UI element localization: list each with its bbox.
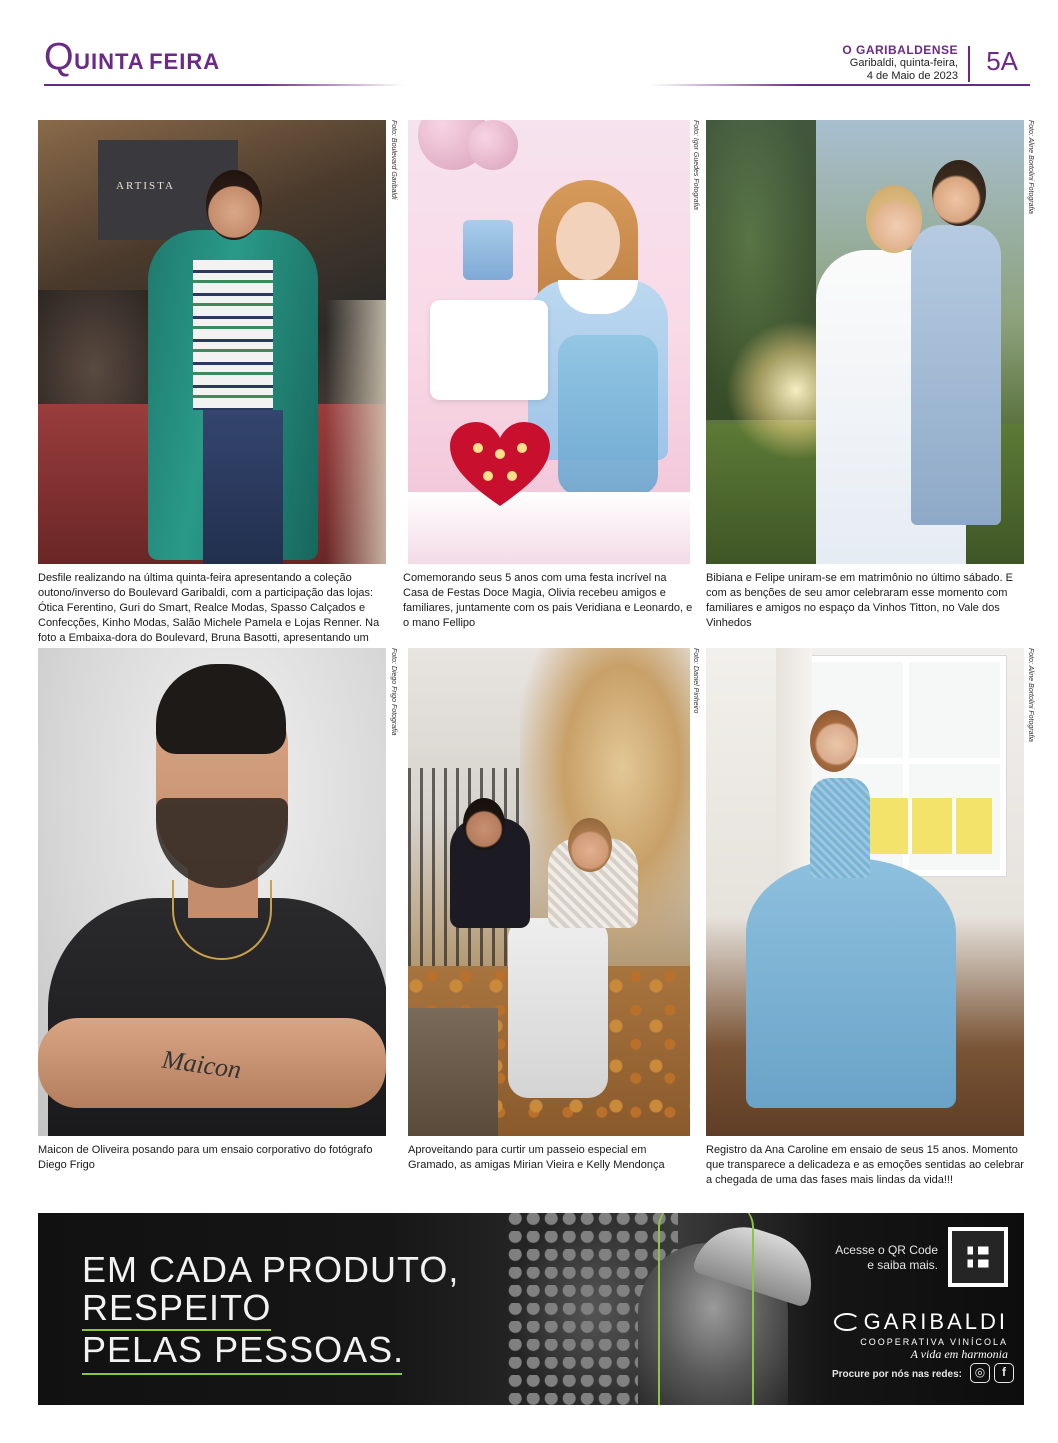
beard [156,798,288,888]
stone-wall [408,1008,498,1136]
arm-tattoo: Maicon [160,1044,244,1085]
caption-1: Desfile realizando na última quinta-feira apresentando a coleção outono/inverso do Boulevard Garibaldi, com a participação das lojas: Ótica Ferentino, Guri do Smart, Realce Modas, Spasso Calçados e Confecções, Kinho Modas, Salão Michele Pamela e Lojas Renner. Na foto a Embaixa-dora do Boulevard, Bruna Basotti, apresentando um [38,572,380,644]
caption-2: Comemorando seus 5 anos com uma festa incrível na Casa de Festas Doce Magia, Olivia recebeu amigos e familiares, juntamente com os pais Veridiana e Leonardo, e o mano Fellipo [403,572,693,629]
pampas-plume [326,300,386,564]
photo-credit-6: Foto: Aline Bortolini Fotografia [1027,648,1034,742]
white-cake [430,300,548,400]
brand-name: GARIBALDI [863,1309,1008,1334]
caption-4: Maicon de Oliveira posando para um ensaio corporativo do fotógrafo Diego Frigo [38,1144,373,1171]
groom-head [932,160,986,226]
photo-friends-gramado [408,648,690,1136]
blue-ball-gown [746,858,956,1108]
balloon [468,120,518,170]
photo-debutante [706,648,1024,1136]
caption-5: Aproveitando para curtir um passeio especial em Gramado, as amigas Mirian Vieira e Kelly Mendonça [408,1144,665,1171]
jeans [203,410,283,564]
instagram-icon[interactable]: ◎ [970,1363,990,1383]
mad-hatter-figure [558,335,658,495]
page-number: 5A [986,46,1018,76]
groom-suit [911,225,1001,525]
page-number-separator [968,46,970,82]
social-prompt: Procure por nós nas redes: [831,1369,962,1380]
photo-credit-1: Foto: Boulevard Garibaldi [390,120,397,200]
bride-head [866,185,922,253]
section-title [44,36,220,79]
paper-name: O GARIBALDENSE [842,43,958,57]
qr-code-icon[interactable] [948,1227,1008,1287]
header-divider-right [650,84,1030,86]
brand-subtitle: COOPERATIVA VINÍCOLA [860,1337,1008,1347]
brand-logo [834,1309,1008,1362]
friend-1-head [463,798,505,850]
facebook-icon[interactable]: f [994,1363,1014,1383]
cake-topper [463,220,513,280]
heart-lamp-icon [448,420,552,510]
ad-headline-line-2: RESPEITO [82,1289,271,1331]
friend-2-head [568,818,612,872]
paper-info [842,44,958,83]
qr-line-2: e saiba mais. [867,1258,938,1272]
white-jeans [508,918,608,1098]
photo-credit-5: Foto: Daniel Pinheiro [692,648,699,714]
sequin-bodice [810,778,870,878]
header-divider-left [44,84,404,86]
date-line-2: 4 de Maio de 2023 [866,70,958,82]
section-title-word2: FEIRA [149,49,221,74]
photo-credit-2: Foto: Igor Guedes Fotografia [692,120,699,210]
section-title-initial: Q [44,36,75,78]
qr-instructions [835,1243,938,1273]
garibaldi-logo-icon [834,1313,860,1331]
section-title-word1: UINTA [74,49,145,74]
caption-3: Bibiana e Felipe uniram-se em matrimônio no último sábado. E com as benções de seu amor celebraram esse momento com familiares e amigos no espaço da Vinhos Titton, no Vale dos Vinhedos [706,572,1013,629]
photo-wedding [706,120,1024,564]
debutante-head [810,710,858,772]
ad-headline-line-3: PELAS PESSOAS. [82,1329,405,1370]
store-sign: ARTISTA [116,180,175,192]
girl-face [556,202,620,280]
striped-sweater [193,260,273,410]
ad-headline [82,1251,459,1375]
photo-birthday [408,120,690,564]
date-line-1: Garibaldi, quinta-feira, [849,57,958,69]
advertisement-banner[interactable] [38,1213,1024,1405]
qr-line-1: Acesse o QR Code [835,1243,938,1257]
caption-6: Registro da Ana Caroline em ensaio de seus 15 anos. Momento que transparece a delicadeza e as emoções sentidas ao celebrar a chegada de uma das fases mais lindas da vida!!! [706,1144,1024,1186]
hair [156,664,286,754]
photo-credit-3: Foto: Aline Bortolini Fotografia [1027,120,1034,214]
brand-slogan: A vida em harmonia [910,1347,1008,1361]
photo-portrait-man [38,648,386,1136]
photo-fashion-show [38,120,386,564]
photo-credit-4: Foto: Diego Frigo Fotografia [390,648,397,736]
bottle-outline [658,1213,754,1405]
model-head [206,170,262,240]
headline-underline [82,1373,402,1375]
ad-headline-line-1: EM CADA PRODUTO, [82,1249,460,1290]
